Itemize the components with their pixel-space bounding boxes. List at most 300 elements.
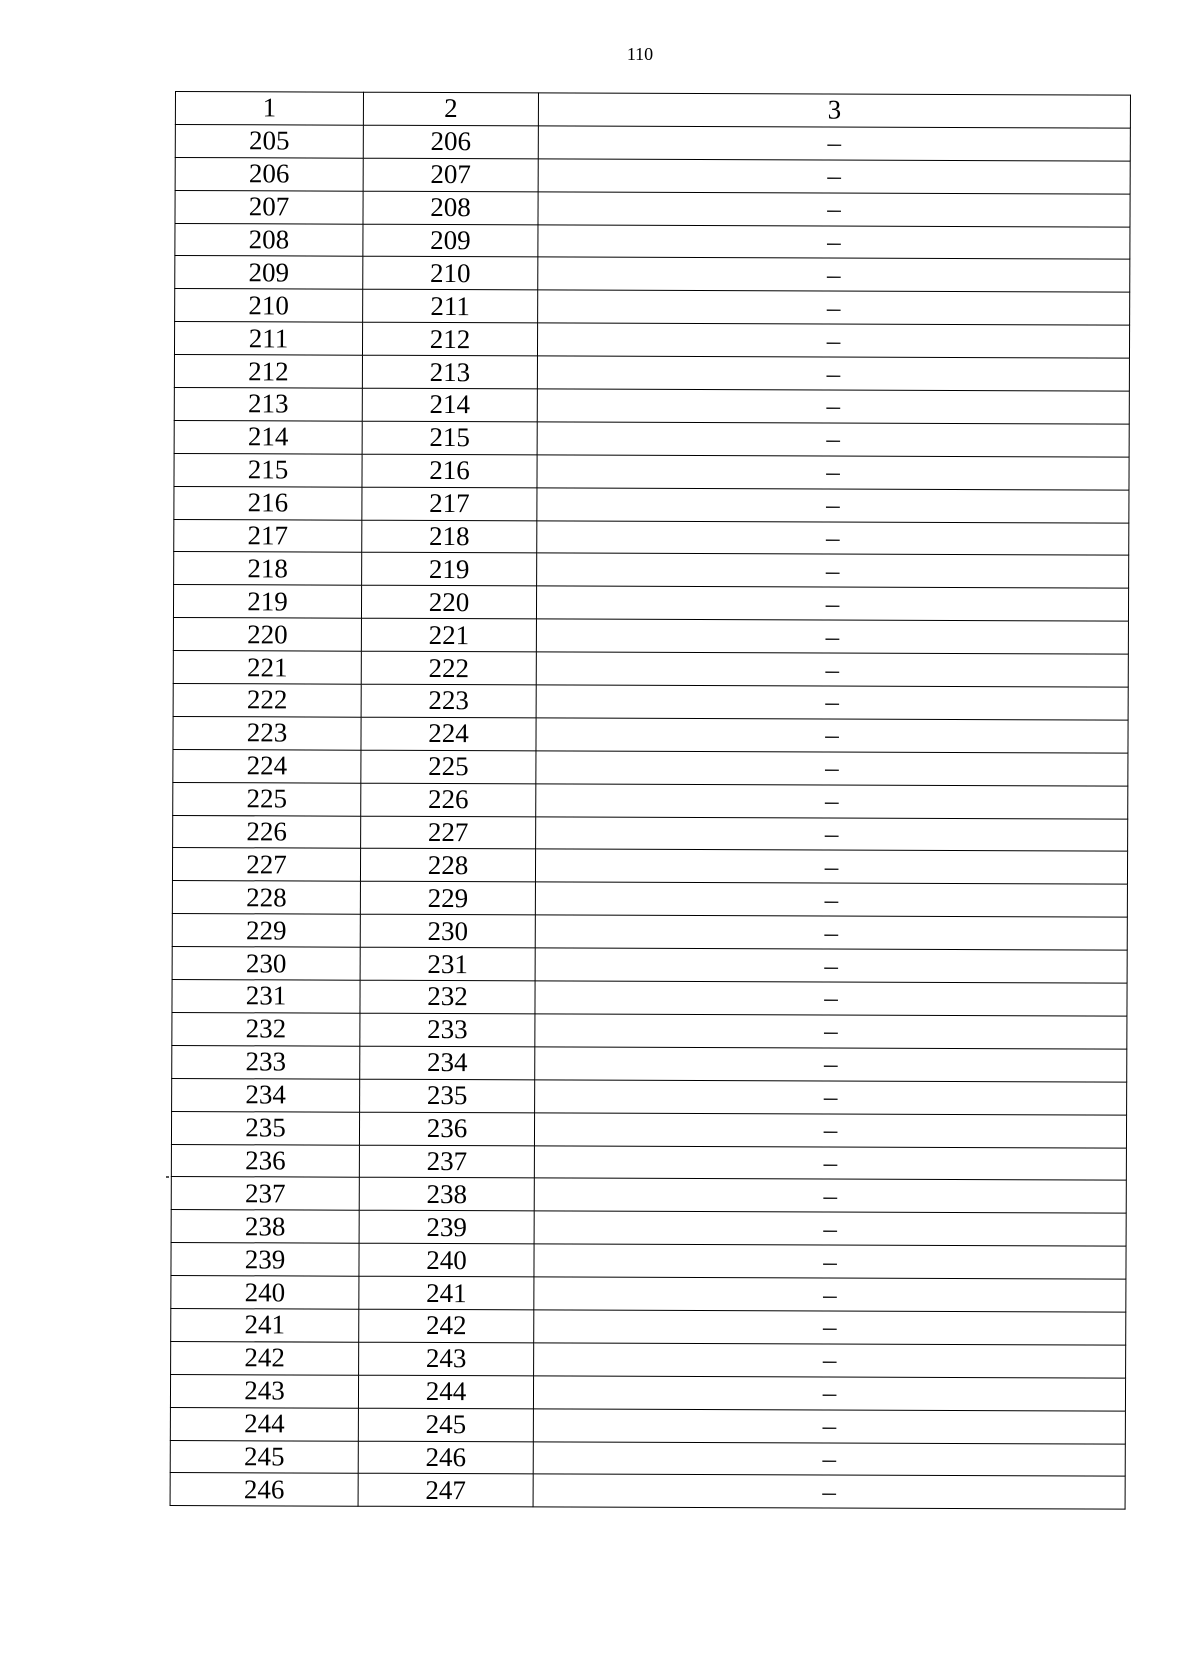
cell-value: 233 xyxy=(427,1014,468,1045)
table-cell-col-3 xyxy=(535,849,1127,884)
table-row xyxy=(174,486,1129,523)
cell-value: – xyxy=(824,982,838,1014)
cell-value: 213 xyxy=(429,356,471,387)
table-cell-col-2 xyxy=(362,355,537,389)
table-cell-col-1 xyxy=(175,256,363,290)
table-cell-col-1 xyxy=(172,914,360,948)
table-cell-col-1 xyxy=(171,1308,359,1342)
cell-value: 221 xyxy=(428,619,470,650)
cell-value: 207 xyxy=(430,159,471,190)
cell-value: 225 xyxy=(428,751,469,782)
cell-value: – xyxy=(826,358,841,389)
cell-value: – xyxy=(823,1048,838,1079)
cell-value: 247 xyxy=(425,1474,466,1505)
table-cell-col-2 xyxy=(360,947,535,981)
table-cell-col-1 xyxy=(174,322,362,356)
table-cell-col-2 xyxy=(363,290,538,324)
table-cell-col-3 xyxy=(536,751,1128,786)
table-cell-col-1 xyxy=(173,651,361,685)
table-row xyxy=(172,947,1127,984)
cell-value: 215 xyxy=(247,454,289,485)
cell-value: 234 xyxy=(426,1047,468,1078)
table-cell-col-1 xyxy=(175,124,363,158)
table-cell-col-3 xyxy=(535,915,1127,950)
cell-value: 241 xyxy=(426,1277,467,1308)
table-cell-col-2 xyxy=(359,1342,534,1376)
table-cell-col-1 xyxy=(172,1078,360,1112)
cell-value: 223 xyxy=(428,685,469,716)
cell-value: – xyxy=(823,1147,838,1178)
table-cell-col-2 xyxy=(361,750,536,784)
cell-value: 212 xyxy=(248,355,289,387)
table-cell-col-1 xyxy=(172,980,360,1014)
cell-value: – xyxy=(824,1015,838,1046)
table-row xyxy=(175,124,1130,161)
table-row xyxy=(174,388,1129,425)
table-cell-col-1 xyxy=(174,355,362,389)
table-cell-col-2 xyxy=(361,816,536,850)
table-cell-col-1 xyxy=(171,1144,359,1178)
cell-value: 243 xyxy=(425,1343,467,1374)
table-row xyxy=(173,684,1128,721)
cell-value: 218 xyxy=(247,553,288,584)
table-row xyxy=(171,1111,1126,1148)
cell-value: – xyxy=(825,522,840,553)
cell-value: 233 xyxy=(245,1046,287,1077)
table-cell-col-3 xyxy=(536,718,1128,753)
table-cell-col-3 xyxy=(537,323,1129,358)
table-cell-col-3 xyxy=(537,356,1129,391)
cell-value: 214 xyxy=(247,421,289,452)
table-cell-col-2 xyxy=(360,849,535,883)
table-cell-col-1 xyxy=(175,190,363,224)
cell-value: 210 xyxy=(429,257,471,289)
cell-value: – xyxy=(822,1410,837,1441)
cell-value: – xyxy=(825,588,840,619)
scan-speck xyxy=(166,1176,169,1178)
table-cell-col-1 xyxy=(170,1473,358,1507)
table-row xyxy=(173,618,1128,655)
cell-value: 227 xyxy=(246,849,287,880)
cell-value: – xyxy=(826,456,840,487)
table-cell-col-1 xyxy=(173,684,361,718)
table-cell-col-2 xyxy=(362,421,537,455)
table-row xyxy=(175,190,1130,227)
table-cell-col-2 xyxy=(363,257,538,291)
cell-value: – xyxy=(823,1114,838,1145)
table-cell-col-3 xyxy=(537,553,1129,588)
cell-value: 223 xyxy=(246,717,288,748)
table-cell-col-3 xyxy=(538,159,1130,194)
cell-value: 229 xyxy=(245,914,287,946)
table-cell-col-1 xyxy=(175,223,363,257)
cell-value: 220 xyxy=(428,586,470,617)
cell-value: – xyxy=(823,1213,837,1244)
table-cell-col-2 xyxy=(359,1276,534,1310)
table-cell-col-3 xyxy=(536,619,1128,654)
table-cell-col-1 xyxy=(173,585,361,619)
cell-value: 222 xyxy=(428,652,470,683)
table-cell-col-3 xyxy=(536,652,1128,687)
cell-value: 246 xyxy=(243,1474,285,1505)
table-cell-col-2 xyxy=(361,618,536,652)
cell-value: 241 xyxy=(244,1309,286,1340)
cell-value: 239 xyxy=(426,1211,467,1242)
table-cell-col-1 xyxy=(175,289,363,323)
table-cell-col-1 xyxy=(171,1210,359,1244)
table-row xyxy=(172,1012,1127,1049)
table-row xyxy=(171,1243,1126,1280)
cell-value: 244 xyxy=(425,1376,467,1407)
cell-value: 215 xyxy=(429,422,470,453)
column-header-2: 2 xyxy=(363,92,538,126)
cell-value: – xyxy=(827,226,841,257)
cell-value: 205 xyxy=(249,125,290,156)
table-row xyxy=(172,914,1127,951)
table-cell-col-1 xyxy=(173,782,361,816)
table-cell-col-1 xyxy=(173,815,361,849)
cell-value: – xyxy=(827,127,842,158)
table-cell-col-1 xyxy=(172,848,360,882)
table-row xyxy=(175,157,1130,194)
cell-value: – xyxy=(825,686,839,718)
table-row xyxy=(174,552,1129,589)
table-row xyxy=(173,651,1128,688)
table-cell-col-1 xyxy=(173,618,361,652)
table-cell-col-2 xyxy=(360,1013,535,1047)
cell-value: 236 xyxy=(245,1145,286,1176)
table-cell-col-1 xyxy=(175,157,363,191)
table-cell-col-2 xyxy=(359,1210,534,1244)
table-cell-col-1 xyxy=(171,1276,359,1310)
cell-value: 207 xyxy=(248,191,290,222)
cell-value: 231 xyxy=(245,980,287,1011)
table-cell-col-2 xyxy=(359,1145,534,1179)
cell-value: 228 xyxy=(427,849,469,881)
cell-value: – xyxy=(824,818,839,849)
page-number: 110 xyxy=(626,44,654,64)
table-cell-col-2 xyxy=(361,586,536,620)
cell-value: 232 xyxy=(245,1013,287,1044)
table-cell-col-2 xyxy=(362,322,537,356)
cell-value: 242 xyxy=(425,1310,467,1341)
cell-value: 206 xyxy=(248,158,290,189)
cell-value: 209 xyxy=(430,224,471,256)
cell-value: – xyxy=(827,160,841,191)
table-cell-col-3 xyxy=(534,1244,1126,1279)
cell-value: 235 xyxy=(426,1080,468,1111)
table-cell-col-3 xyxy=(535,1047,1127,1082)
table-cell-col-3 xyxy=(534,1145,1126,1180)
table-cell-col-1 xyxy=(174,453,362,487)
cell-value: 243 xyxy=(244,1375,285,1406)
table-cell-col-1 xyxy=(171,1243,359,1277)
cell-value: 210 xyxy=(248,290,289,321)
table-row xyxy=(175,256,1130,293)
cell-value: 211 xyxy=(248,322,289,354)
cell-value: – xyxy=(822,1311,837,1342)
table-cell-col-3 xyxy=(537,389,1129,424)
cell-value: – xyxy=(824,884,839,915)
table-row xyxy=(172,980,1127,1017)
table-cell-col-2 xyxy=(359,1112,534,1146)
cell-value: 231 xyxy=(427,948,468,979)
table-cell-col-3 xyxy=(537,422,1129,457)
table-cell-col-2 xyxy=(360,980,535,1014)
cell-value: 229 xyxy=(427,882,469,913)
cell-value: 219 xyxy=(247,586,288,617)
table-cell-col-2 xyxy=(362,388,537,422)
table-cell-col-2 xyxy=(362,553,537,587)
table-row xyxy=(172,1045,1127,1082)
table-cell-col-1 xyxy=(174,420,362,454)
cell-value: 208 xyxy=(430,192,471,223)
table-cell-col-1 xyxy=(172,1045,360,1079)
cell-value: 217 xyxy=(429,488,470,519)
table-cell-col-2 xyxy=(360,1079,535,1113)
table-cell-col-3 xyxy=(535,948,1127,983)
cell-value: – xyxy=(824,785,839,816)
cell-value: 219 xyxy=(428,553,470,585)
table-cell-col-3 xyxy=(534,1211,1126,1246)
header-row xyxy=(175,92,1130,129)
cell-value: – xyxy=(827,193,841,224)
table-cell-col-2 xyxy=(360,914,535,948)
cell-value: 238 xyxy=(426,1178,468,1209)
table-cell-col-1 xyxy=(172,947,360,981)
cell-value: 235 xyxy=(245,1112,286,1143)
cell-value: – xyxy=(822,1377,837,1408)
table-cell-col-2 xyxy=(362,454,537,488)
table-cell-col-1 xyxy=(174,388,362,422)
table-cell-col-2 xyxy=(358,1441,533,1475)
cell-value: – xyxy=(824,851,839,882)
table-cell-col-3 xyxy=(536,586,1128,621)
column-header-1: 1 xyxy=(175,92,363,126)
table-row xyxy=(173,716,1128,753)
cell-value: 218 xyxy=(428,520,470,552)
cell-value: – xyxy=(823,1246,837,1277)
cell-value: 239 xyxy=(244,1243,286,1275)
table-cell-col-3 xyxy=(538,257,1130,292)
cell-value: – xyxy=(822,1344,837,1375)
cell-value: 245 xyxy=(425,1409,467,1440)
table-row xyxy=(170,1440,1125,1477)
table-row xyxy=(174,420,1129,457)
table-cell-col-3 xyxy=(535,1014,1127,1049)
table-cell-col-3 xyxy=(534,1277,1126,1312)
cell-value: – xyxy=(824,917,839,948)
cell-value: – xyxy=(824,950,838,981)
cell-value: 220 xyxy=(247,618,288,650)
cell-value: – xyxy=(826,259,841,290)
table-cell-col-3 xyxy=(533,1409,1125,1444)
table-cell-col-1 xyxy=(170,1440,358,1474)
table-cell-col-3 xyxy=(533,1376,1125,1411)
table-cell-col-3 xyxy=(534,1343,1126,1378)
table-header xyxy=(175,92,1130,129)
cell-value: 232 xyxy=(427,981,468,1012)
table-cell-col-2 xyxy=(360,1046,535,1080)
table-row xyxy=(171,1177,1126,1214)
table-row xyxy=(173,585,1128,622)
table-cell-col-1 xyxy=(173,749,361,783)
table-cell-col-2 xyxy=(361,684,536,718)
table-cell-col-2 xyxy=(360,882,535,916)
cell-value: 216 xyxy=(247,487,289,518)
cell-value: 240 xyxy=(426,1244,467,1275)
cell-value: – xyxy=(823,1081,838,1112)
cell-value: – xyxy=(825,654,840,685)
cell-value: – xyxy=(825,719,839,750)
table-cell-col-1 xyxy=(174,486,362,520)
table-row xyxy=(172,1078,1127,1115)
table-cell-col-3 xyxy=(536,816,1128,851)
cell-value: – xyxy=(822,1476,836,1507)
table-cell-col-1 xyxy=(174,552,362,586)
table-cell-col-2 xyxy=(359,1178,534,1212)
cell-value: 246 xyxy=(425,1441,467,1473)
table-cell-col-1 xyxy=(170,1407,358,1441)
table-row xyxy=(173,782,1128,819)
cell-value: 242 xyxy=(244,1342,285,1373)
table-cell-col-1 xyxy=(171,1111,359,1145)
cell-value: – xyxy=(825,621,840,652)
table-cell-col-2 xyxy=(361,783,536,817)
table-row xyxy=(175,289,1130,326)
table-cell-col-1 xyxy=(170,1374,358,1408)
cell-value: 224 xyxy=(428,718,469,749)
cell-value: 228 xyxy=(246,882,287,913)
cell-value: – xyxy=(825,752,839,783)
cell-value: 216 xyxy=(429,455,470,486)
table-cell-col-3 xyxy=(537,520,1129,555)
table-cell-col-1 xyxy=(171,1341,359,1375)
cell-value: – xyxy=(823,1180,838,1211)
cell-value: 227 xyxy=(427,817,469,848)
cell-value: 236 xyxy=(426,1113,468,1144)
table-row xyxy=(170,1473,1125,1510)
table-cell-col-3 xyxy=(535,1080,1127,1115)
table-cell-col-2 xyxy=(361,651,536,685)
table-cell-col-2 xyxy=(361,717,536,751)
table-cell-col-3 xyxy=(536,784,1128,819)
cell-value: – xyxy=(826,390,841,422)
cell-value: – xyxy=(822,1443,837,1474)
table-cell-col-3 xyxy=(535,882,1127,917)
cell-value: 237 xyxy=(426,1145,468,1177)
table-row xyxy=(170,1407,1125,1444)
cell-value: 221 xyxy=(246,651,288,683)
table-row xyxy=(170,1374,1125,1411)
table-cell-col-3 xyxy=(534,1112,1126,1147)
cell-value: 238 xyxy=(244,1210,286,1242)
cell-value: – xyxy=(826,423,840,454)
table-cell-col-2 xyxy=(362,487,537,521)
table-cell-col-1 xyxy=(172,1012,360,1046)
table-cell-col-3 xyxy=(537,455,1129,490)
table-cell-col-3 xyxy=(538,224,1130,259)
table-cell-col-3 xyxy=(538,126,1130,161)
table-cell-col-2 xyxy=(363,191,538,225)
table-cell-col-2 xyxy=(363,158,538,192)
table-cell-col-3 xyxy=(534,1310,1126,1345)
data-table xyxy=(170,91,1131,1510)
cell-value: 212 xyxy=(429,323,471,354)
table-row xyxy=(171,1308,1126,1345)
table-cell-col-2 xyxy=(363,224,538,258)
table-row xyxy=(171,1341,1126,1378)
cell-value: – xyxy=(826,489,840,520)
table-cell-col-3 xyxy=(534,1178,1126,1213)
table-cell-col-2 xyxy=(358,1474,533,1508)
table-cell-col-3 xyxy=(533,1441,1125,1476)
cell-value: 214 xyxy=(429,389,471,420)
table-cell-col-3 xyxy=(538,192,1130,227)
cell-value: 217 xyxy=(247,520,289,551)
table-row xyxy=(172,881,1127,918)
cell-value: – xyxy=(825,555,840,586)
table-row xyxy=(171,1276,1126,1313)
cell-value: 211 xyxy=(430,290,470,321)
cell-value: 230 xyxy=(245,947,287,979)
column-header-3: 3 xyxy=(538,93,1130,128)
table-cell-col-2 xyxy=(363,125,538,159)
cell-value: 225 xyxy=(246,783,288,814)
table-cell-col-3 xyxy=(536,685,1128,720)
table-row xyxy=(172,848,1127,885)
cell-value: – xyxy=(823,1278,837,1310)
table-cell-col-2 xyxy=(362,520,537,554)
cell-value: 245 xyxy=(243,1441,285,1472)
cell-value: – xyxy=(826,292,841,323)
table-cell-col-1 xyxy=(172,881,360,915)
table-row xyxy=(174,322,1129,359)
table-row xyxy=(175,223,1130,260)
cell-value: 206 xyxy=(430,126,472,157)
cell-value: 226 xyxy=(427,784,469,815)
table-cell-col-3 xyxy=(535,981,1127,1016)
table-row xyxy=(174,519,1129,556)
table-row xyxy=(174,453,1129,490)
table-cell-col-2 xyxy=(359,1309,534,1343)
cell-value: 240 xyxy=(244,1276,286,1307)
cell-value: 222 xyxy=(246,684,288,715)
cell-value: 208 xyxy=(248,224,290,255)
table-cell-col-1 xyxy=(173,716,361,750)
cell-value: 234 xyxy=(245,1079,286,1110)
table-cell-col-2 xyxy=(358,1408,533,1442)
cell-value: 237 xyxy=(244,1178,286,1209)
table-cell-col-1 xyxy=(174,519,362,553)
table-cell-col-2 xyxy=(358,1375,533,1409)
cell-value: 213 xyxy=(247,388,289,419)
cell-value: 244 xyxy=(244,1408,285,1439)
cell-value: 226 xyxy=(246,816,287,847)
cell-value: 230 xyxy=(427,915,469,946)
table-row xyxy=(173,815,1128,852)
table-cell-col-3 xyxy=(533,1474,1125,1509)
cell-value: – xyxy=(826,325,841,356)
cell-value: 224 xyxy=(246,750,288,781)
table-row xyxy=(171,1210,1126,1247)
table-cell-col-3 xyxy=(538,290,1130,325)
table-row xyxy=(174,355,1129,392)
table-body xyxy=(170,124,1130,1509)
table-row xyxy=(171,1144,1126,1181)
table-cell-col-2 xyxy=(359,1243,534,1277)
table-row xyxy=(173,749,1128,786)
